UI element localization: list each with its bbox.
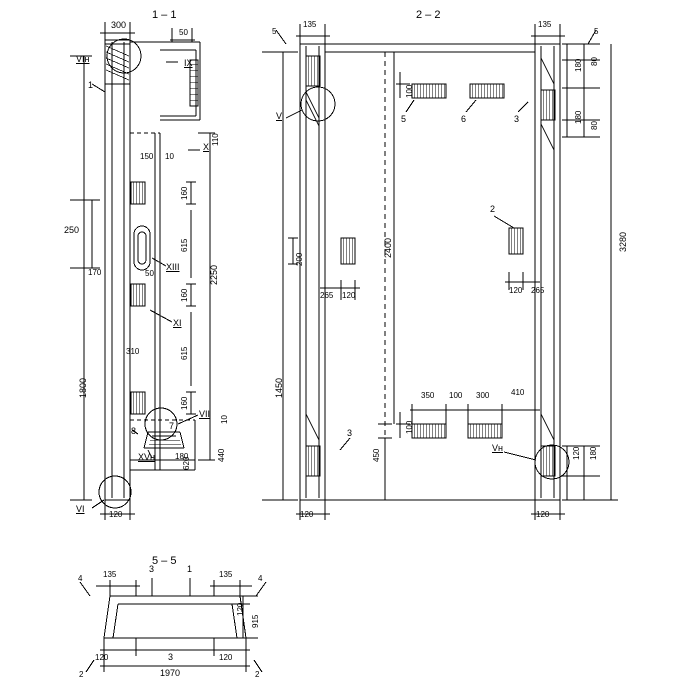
- callout-marker: 3: [347, 428, 353, 438]
- dimension-label: 180: [589, 446, 598, 460]
- dimension-label: 5: [594, 27, 599, 36]
- callout-marker: 2: [490, 204, 496, 214]
- dimension-label: 620: [182, 456, 191, 470]
- dimension-label: 310: [126, 347, 140, 356]
- dimension-label: 135: [219, 570, 233, 579]
- title-view-5-5: 5 – 5: [152, 555, 177, 567]
- dimension-label: 3280: [618, 231, 628, 252]
- dimension-label: 135: [103, 570, 117, 579]
- dimension-label: 410: [511, 388, 525, 397]
- callout-marker: VI: [76, 504, 85, 514]
- dimension-label: 150: [140, 152, 154, 161]
- dimension-label: 100: [449, 391, 463, 400]
- dimension-label: 440: [217, 448, 226, 462]
- dimension-label: 180: [175, 452, 189, 461]
- dimension-label: 265: [531, 286, 545, 295]
- callout-marker: XI: [173, 318, 182, 328]
- dimension-label: 120: [109, 510, 123, 519]
- callout-marker: 1: [88, 80, 94, 90]
- callout-marker: VIн: [76, 54, 90, 64]
- dimension-label: 180: [574, 58, 583, 72]
- dimension-label: 1970: [160, 668, 181, 678]
- callout-marker: 6: [461, 114, 467, 124]
- dimension-label: 250: [64, 225, 80, 235]
- callout-marker: XVн: [138, 452, 155, 462]
- dimension-label: 120: [536, 510, 550, 519]
- dimension-label: 5: [272, 27, 277, 36]
- dimension-label: 300: [111, 20, 127, 30]
- callout-marker: 3: [149, 564, 155, 574]
- dimension-label: 50: [179, 28, 188, 37]
- dimension-label: 1800: [78, 377, 88, 398]
- dimension-label: 615: [180, 346, 189, 360]
- callout-marker: 7: [169, 421, 175, 431]
- dimension-label: 2400: [383, 237, 393, 258]
- callout-marker: 2: [79, 670, 84, 679]
- callout-marker: IX: [184, 58, 193, 68]
- title-view-1-1: 1 – 1: [152, 9, 177, 21]
- dimension-label: 300: [476, 391, 490, 400]
- dimension-label: 2250: [209, 264, 219, 285]
- title-view-2-2: 2 – 2: [416, 9, 441, 21]
- callout-marker: V: [276, 111, 283, 121]
- dimension-label: 120: [95, 653, 109, 662]
- dimension-label: 615: [180, 238, 189, 252]
- dimension-label: 100: [405, 84, 414, 98]
- dimension-label: 120: [300, 510, 314, 519]
- dimension-label: 100: [405, 420, 414, 434]
- dimension-label: 160: [180, 396, 189, 410]
- callout-marker: VII: [199, 409, 211, 419]
- dimension-label: 110: [211, 133, 220, 146]
- dimension-label: 350: [421, 391, 435, 400]
- callout-marker: 1: [187, 564, 193, 574]
- callout-marker: 3: [168, 652, 174, 662]
- callout-marker: 2: [255, 670, 260, 679]
- dimension-label: 120: [509, 286, 523, 295]
- dimension-label: 1450: [274, 377, 284, 398]
- dimension-label: 80: [590, 121, 599, 130]
- dimension-label: 160: [180, 288, 189, 302]
- dimension-label: 450: [372, 448, 381, 462]
- dimension-label: 120: [219, 653, 233, 662]
- dimension-label: 180: [574, 110, 583, 124]
- dimension-label: 10: [220, 415, 229, 424]
- dimension-label: 915: [251, 614, 260, 628]
- callout-marker: 5: [401, 114, 407, 124]
- dimension-label: 120: [236, 602, 245, 616]
- dimension-label: 120: [342, 291, 356, 300]
- dimension-label: 50: [145, 269, 154, 278]
- dimension-label: 170: [88, 268, 102, 277]
- dimension-label: 265: [320, 291, 334, 300]
- dimension-label: 200: [295, 252, 304, 266]
- callout-marker: X: [203, 142, 210, 152]
- dimension-label: 135: [538, 20, 552, 29]
- dimension-label: 4: [78, 574, 83, 583]
- callout-marker: XIII: [166, 262, 180, 272]
- dimension-label: 10: [165, 152, 174, 161]
- dimension-label: 120: [572, 446, 581, 460]
- dimension-label: 4: [258, 574, 263, 583]
- dimension-label: 80: [590, 57, 599, 66]
- dimension-label: 135: [303, 20, 317, 29]
- dimension-label: 160: [180, 186, 189, 200]
- callout-marker: 3: [514, 114, 520, 124]
- callout-marker: Vн: [492, 443, 503, 453]
- callout-marker: 8: [131, 426, 137, 436]
